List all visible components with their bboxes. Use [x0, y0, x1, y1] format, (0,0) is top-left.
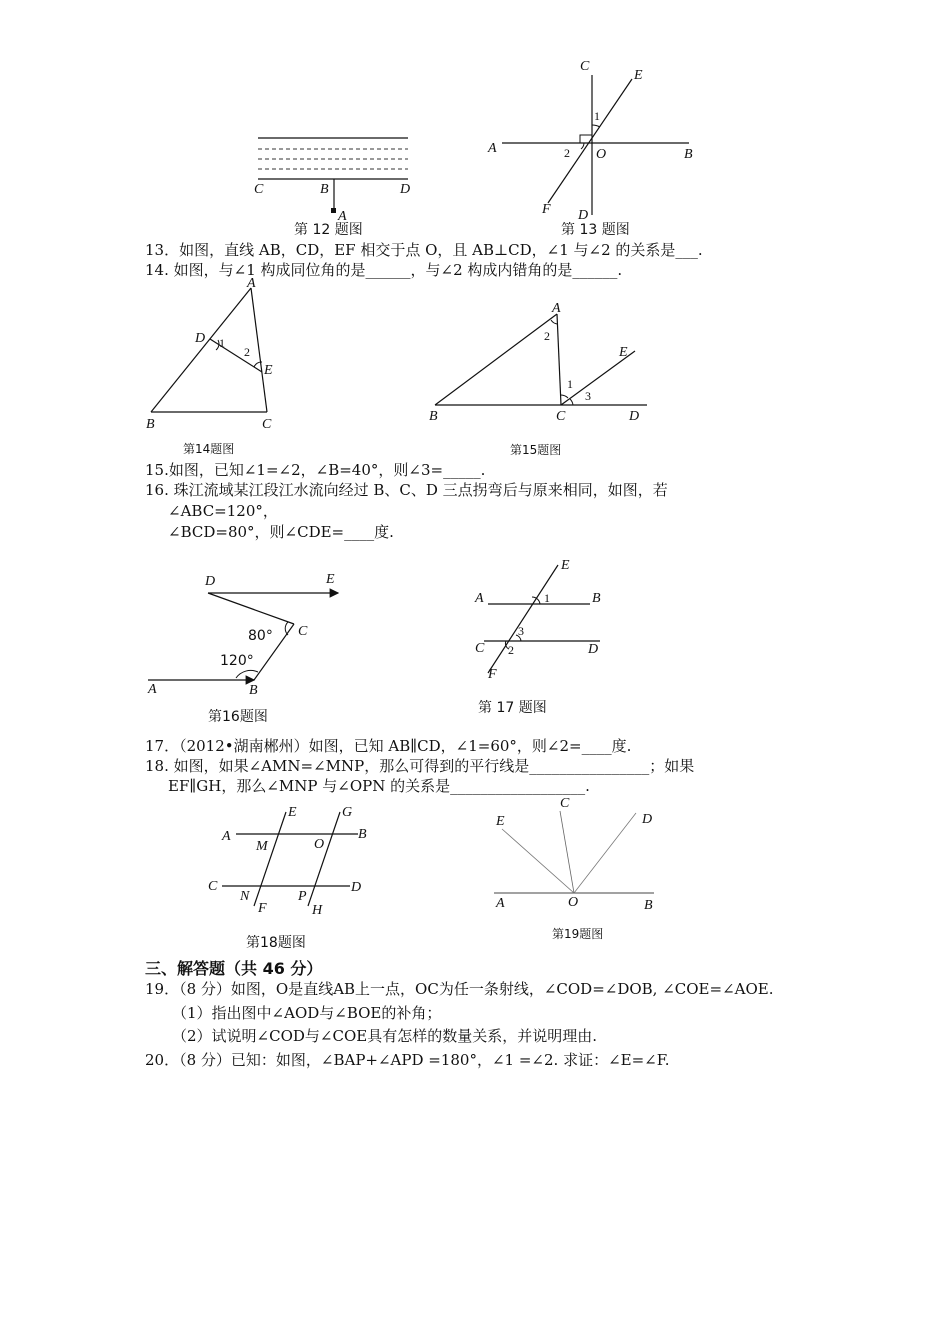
fig18-label-a: A: [222, 829, 231, 844]
fig18-label-o: O: [314, 837, 325, 852]
figure-19: [488, 793, 663, 918]
fig16-caption: 第16题图: [208, 709, 268, 725]
fig18-label-d: D: [351, 880, 362, 895]
fig13-label-c: C: [580, 59, 590, 74]
fig13-label-a: A: [488, 141, 497, 156]
fig19-label-c: C: [560, 796, 570, 811]
fig18-label-n: N: [240, 889, 250, 904]
fig18-label-e: E: [288, 805, 297, 820]
fig16-angle-b: 120°: [220, 653, 254, 669]
fig14-label-c: C: [262, 417, 272, 432]
fig15-label-e: E: [619, 345, 628, 360]
question-16-line-2: ∠ABC=120°，: [168, 502, 278, 520]
fig14-angle-1: 1: [219, 336, 225, 350]
fig15-label-c: C: [556, 409, 566, 424]
fig16-label-d: D: [205, 574, 216, 589]
figure-12: [240, 128, 440, 223]
fig18-label-g: G: [342, 805, 353, 820]
fig16-label-a: A: [148, 682, 157, 697]
fig14-angle-2: 2: [244, 345, 250, 359]
fig13-label-f: F: [542, 202, 551, 217]
fig12-label-d: D: [400, 182, 411, 197]
fig14-caption: 第14题图: [183, 442, 235, 456]
fig14-label-e: E: [264, 363, 273, 378]
fig13-caption: 第 13 题图: [561, 222, 630, 238]
fig16-angle-c: 80°: [248, 628, 273, 644]
question-14: 14. 如图，与∠1 构成同位角的是______，与∠2 构成内错角的是______.: [145, 261, 623, 279]
fig16-label-c: C: [298, 624, 308, 639]
fig17-caption: 第 17 题图: [478, 700, 547, 716]
fig17-label-d: D: [588, 642, 599, 657]
question-18-line-1: 18. 如图，如果∠AMN=∠MNP，那么可得到的平行线是________________；如果: [145, 757, 695, 775]
figure-15: [425, 296, 655, 431]
fig17-angle-3: 3: [518, 624, 524, 638]
fig16-label-b: B: [249, 683, 258, 698]
fig17-angle-1: 1: [544, 591, 550, 605]
fig18-label-p: P: [298, 889, 307, 904]
fig14-label-d: D: [195, 331, 206, 346]
question-15: 15.如图，已知∠1=∠2，∠B=40°，则∠3=_____.: [145, 461, 486, 479]
fig12-label-b: B: [320, 182, 329, 197]
fig15-label-a: A: [552, 301, 561, 316]
fig16-label-e: E: [326, 572, 335, 587]
fig17-angle-2: 2: [508, 643, 514, 657]
fig19-label-o: O: [568, 895, 579, 910]
question-16-line-3: ∠BCD=80°，则∠CDE=____度.: [168, 523, 394, 541]
fig12-label-a: A: [338, 209, 347, 224]
fig17-label-c: C: [475, 641, 485, 656]
fig13-label-d: D: [578, 208, 589, 223]
fig18-label-f: F: [258, 901, 267, 916]
fig18-label-h: H: [312, 903, 323, 918]
fig13-label-b: B: [684, 147, 693, 162]
fig13-label-o: O: [596, 147, 607, 162]
fig19-label-b: B: [644, 898, 653, 913]
question-19-part-2: （2）试说明∠COD与∠COE具有怎样的数量关系，并说明理由.: [172, 1027, 597, 1045]
question-19: 19．（8 分）如图，O是直线AB上一点，OC为任一条射线，∠COD=∠DOB, ∠COE=∠AOE.: [145, 980, 774, 998]
fig15-angle-2: 2: [544, 329, 550, 343]
fig19-caption: 第19题图: [552, 927, 604, 941]
fig13-angle-2: 2: [564, 146, 570, 160]
question-17: 17．（2012•湖南郴州）如图，已知 AB∥CD，∠1=60°，则∠2=____度.: [145, 737, 632, 755]
fig12-label-c: C: [254, 182, 264, 197]
figure-18: [200, 800, 375, 925]
fig17-label-e: E: [561, 558, 570, 573]
fig14-label-b: B: [146, 417, 155, 432]
figure-16: [140, 565, 350, 700]
figure-17: [470, 555, 610, 685]
fig18-label-c: C: [208, 879, 218, 894]
fig13-label-e: E: [634, 68, 643, 83]
fig17-label-f: F: [488, 667, 497, 682]
fig14-label-a: A: [247, 276, 256, 291]
fig18-label-m: M: [256, 839, 268, 854]
fig15-caption: 第15题图: [510, 443, 562, 457]
question-20: 20．（8 分）已知：如图，∠BAP+∠APD =180°，∠1 =∠2. 求证：∠E=∠F.: [145, 1051, 670, 1069]
fig12-caption: 第 12 题图: [294, 222, 363, 238]
fig15-angle-1: 1: [567, 377, 573, 391]
fig19-label-d: D: [642, 812, 653, 827]
question-18-line-2: EF∥GH，那么∠MNP 与∠OPN 的关系是__________________.: [168, 777, 590, 795]
section-3-heading: 三、解答题（共 46 分）: [145, 959, 323, 978]
fig17-label-a: A: [475, 591, 484, 606]
fig13-angle-1: 1: [594, 109, 600, 123]
fig18-label-b: B: [358, 827, 367, 842]
figure-14: [140, 276, 290, 436]
fig15-label-d: D: [629, 409, 640, 424]
fig15-label-b: B: [429, 409, 438, 424]
fig19-label-a: A: [496, 896, 505, 911]
fig15-angle-3: 3: [585, 389, 591, 403]
question-16-line-1: 16. 珠江流域某江段江水流向经过 B、C、D 三点拐弯后与原来相同，如图，若: [145, 481, 668, 499]
fig19-label-e: E: [496, 814, 505, 829]
figure-13: [484, 55, 704, 225]
fig17-label-b: B: [592, 591, 601, 606]
fig18-caption: 第18题图: [246, 935, 306, 951]
question-19-part-1: （1）指出图中∠AOD与∠BOE的补角；: [172, 1004, 442, 1022]
question-13: 13．如图，直线 AB，CD，EF 相交于点 O，且 AB⊥CD，∠1 与∠2 的关系是___.: [145, 241, 703, 259]
